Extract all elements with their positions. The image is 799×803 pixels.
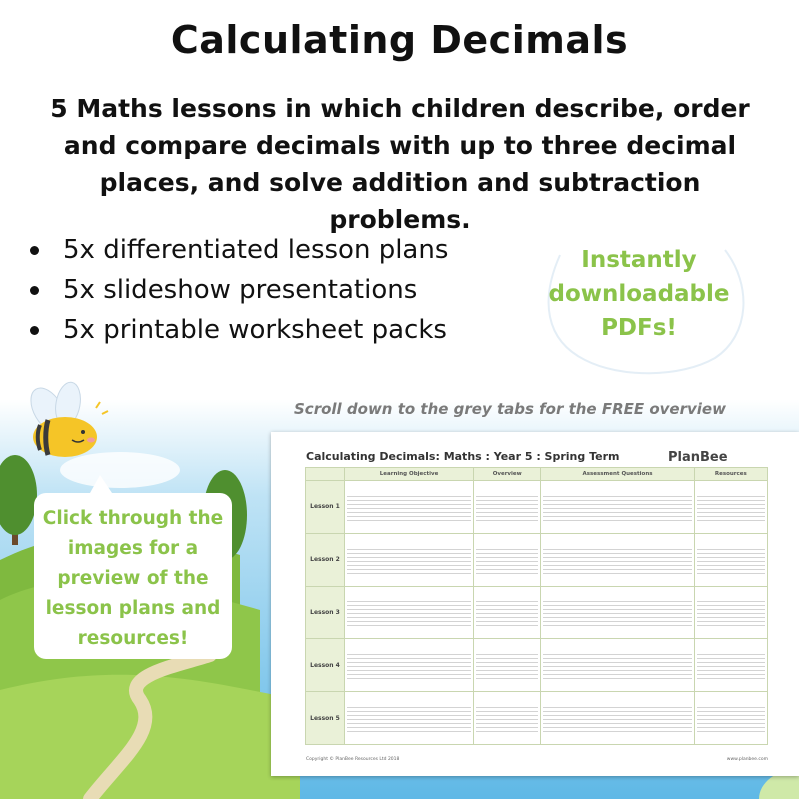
feature-item	[30, 270, 448, 310]
table-cell	[694, 481, 767, 534]
table-row	[306, 692, 768, 745]
table-header-blank	[306, 468, 345, 481]
page-subtitle: 5 Maths lessons in which children describe, order and compare decimals with up to three decimal places, and solve addition and subtraction problems.	[50, 94, 750, 234]
callout-text	[34, 504, 232, 654]
table-cell	[541, 586, 694, 639]
table-cell	[541, 639, 694, 692]
preview-title: Calculating Decimals: Maths : Year 5 : Spring Term	[306, 450, 620, 463]
callout-line: resources!	[77, 628, 189, 649]
feature-label: 5x printable worksheet packs	[63, 315, 447, 345]
table-cell	[541, 692, 694, 745]
table-row	[306, 533, 768, 586]
bullet-icon	[30, 286, 39, 295]
table-cell	[345, 533, 474, 586]
feature-item	[30, 310, 448, 350]
lesson-label: Lesson 4	[306, 639, 345, 692]
preview-footer	[306, 757, 768, 762]
download-cloud-text	[548, 243, 730, 345]
table-cell	[694, 586, 767, 639]
feature-list	[30, 230, 448, 350]
callout-line: images for a	[67, 538, 199, 559]
table-cell	[345, 692, 474, 745]
overview-table	[305, 467, 768, 745]
table-cell	[694, 692, 767, 745]
table-header: Learning Objective	[345, 468, 474, 481]
callout-line: Click through the	[42, 508, 224, 529]
table-cell	[541, 533, 694, 586]
table-header: Overview	[474, 468, 541, 481]
feature-item	[30, 230, 448, 270]
lesson-label: Lesson 5	[306, 692, 345, 745]
planbee-logo: PlanBee	[668, 450, 728, 465]
table-cell	[694, 533, 767, 586]
table-cell	[541, 481, 694, 534]
callout-line: lesson plans and	[45, 598, 221, 619]
bullet-icon	[30, 326, 39, 335]
website-text: www.planbee.com	[726, 757, 768, 762]
table-cell	[474, 586, 541, 639]
table-row	[306, 481, 768, 534]
page-title: Calculating Decimals	[170, 18, 629, 62]
callout-line: preview of the	[57, 568, 209, 589]
cloud-line: PDFs!	[601, 315, 677, 341]
table-cell	[474, 481, 541, 534]
table-row	[306, 639, 768, 692]
cloud-line: downloadable	[548, 281, 730, 307]
table-header-row	[306, 468, 768, 481]
table-cell	[474, 639, 541, 692]
table-cell	[345, 586, 474, 639]
table-cell	[345, 481, 474, 534]
scroll-note: Scroll down to the grey tabs for the FREE overview	[294, 400, 726, 418]
lesson-label: Lesson 3	[306, 586, 345, 639]
feature-label: 5x slideshow presentations	[63, 275, 418, 305]
table-row	[306, 586, 768, 639]
table-cell	[345, 639, 474, 692]
lesson-label: Lesson 1	[306, 481, 345, 534]
feature-label: 5x differentiated lesson plans	[63, 235, 449, 265]
table-header: Resources	[694, 468, 767, 481]
table-cell	[694, 639, 767, 692]
bullet-icon	[30, 246, 39, 255]
lesson-label: Lesson 2	[306, 533, 345, 586]
copyright-text: Copyright © PlanBee Resources Ltd 2018	[306, 757, 400, 762]
table-cell	[474, 533, 541, 586]
table-header: Assessment Questions	[541, 468, 694, 481]
table-cell	[474, 692, 541, 745]
cloud-line: Instantly	[581, 247, 697, 273]
